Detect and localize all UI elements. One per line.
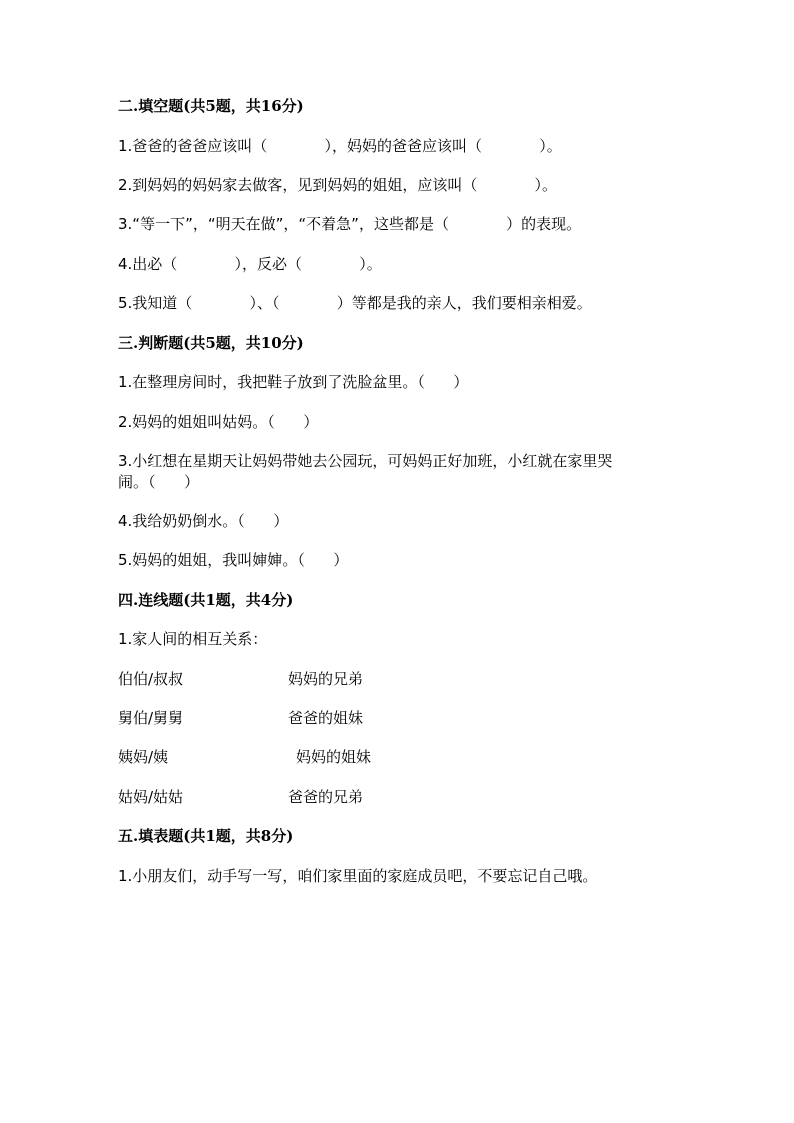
question-table-1: 1.小朋友们，动手写一写，咱们家里面的家庭成员吧，不要忘记自己哦。 [118,867,598,885]
section-heading-matching: 四.连线题(共1题，共4分) [118,591,294,609]
question-fill-1: 1.爸爸的爸爸应该叫（ ），妈妈的爸爸应该叫（ ）。 [118,137,562,155]
matching-left-item: 姨妈/姨 [118,748,169,766]
question-judge-2: 2.妈妈的姐姐叫姑妈。（ ） [118,413,319,431]
question-judge-4: 4.我给奶奶倒水。（ ） [118,512,289,530]
question-fill-2: 2.到妈妈的妈妈家去做客，见到妈妈的姐姐，应该叫（ ）。 [118,176,558,194]
section-heading-judge: 三.判断题(共5题，共10分) [118,334,304,352]
section-heading-table: 五.填表题(共1题，共8分) [118,827,294,845]
question-judge-3-line2: 闹。（ ） [118,473,200,491]
question-judge-1: 1.在整理房间时，我把鞋子放到了洗脸盆里。（ ） [118,373,469,391]
section-heading-fill-blank: 二.填空题(共5题，共16分) [118,97,304,115]
matching-left-item: 姑妈/姑姑 [118,788,184,806]
matching-right-item: 妈妈的姐妹 [296,748,372,766]
question-fill-3: 3.“等一下”，“明天在做”，“不着急”，这些都是（ ）的表现。 [118,215,582,233]
question-fill-4: 4.出必（ ），反必（ ）。 [118,255,382,273]
question-judge-3-line1: 3.小红想在星期天让妈妈带她去公园玩，可妈妈正好加班，小红就在家里哭 [118,452,613,470]
question-judge-5: 5.妈妈的姐姐，我叫婶婶。（ ） [118,551,349,569]
matching-right-item: 爸爸的姐妹 [288,709,364,727]
matching-right-item: 爸爸的兄弟 [288,788,364,806]
question-fill-5: 5.我知道（ ）、（ ）等都是我的亲人，我们要相亲相爱。 [118,294,592,312]
matching-right-item: 妈妈的兄弟 [288,670,364,688]
matching-left-item: 伯伯/叔叔 [118,670,184,688]
matching-left-item: 舅伯/舅舅 [118,709,184,727]
question-matching-1: 1.家人间的相互关系： [118,630,268,648]
